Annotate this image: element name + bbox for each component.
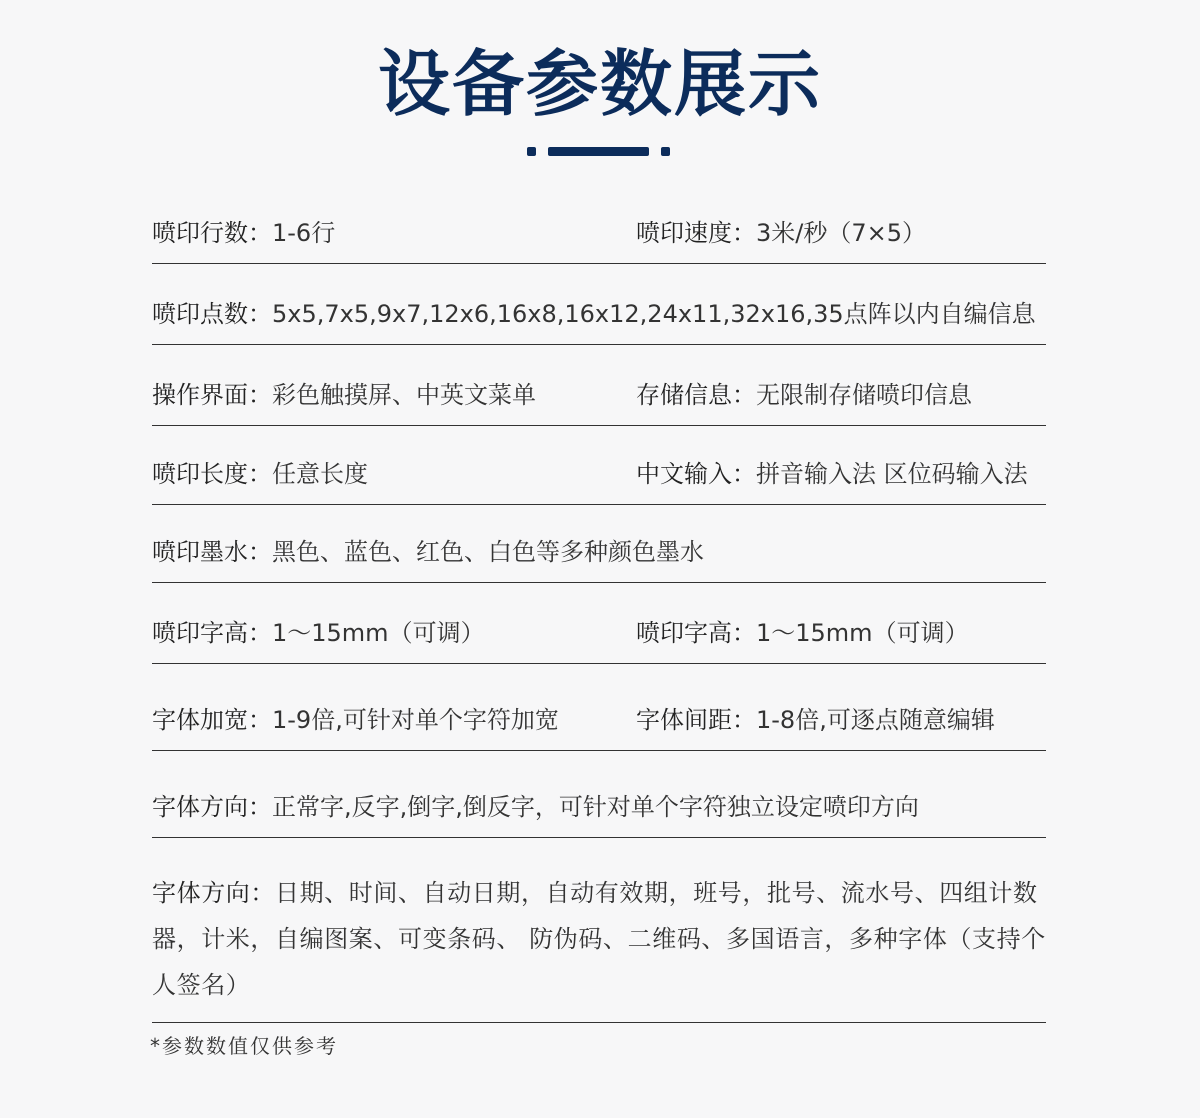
spec-row bbox=[152, 190, 1046, 264]
spec-label: 字体加宽： bbox=[152, 706, 272, 734]
spec-label: 字体方向： bbox=[152, 879, 275, 907]
spec-value: 1-8倍,可逐点随意编辑 bbox=[756, 706, 995, 734]
spec-item bbox=[152, 617, 485, 649]
spec-item bbox=[152, 217, 335, 249]
spec-label: 喷印字高： bbox=[636, 619, 756, 647]
spec-item bbox=[152, 458, 368, 490]
spec-label: 喷印点数： bbox=[152, 300, 272, 328]
spec-row-multiline bbox=[152, 838, 1046, 1023]
spec-item bbox=[636, 704, 995, 736]
spec-row bbox=[152, 426, 1046, 505]
spec-value: 黑色、蓝色、红色、白色等多种颜色墨水 bbox=[272, 538, 704, 566]
spec-row bbox=[152, 583, 1046, 664]
spec-item bbox=[152, 870, 1046, 1008]
spec-value: 1～15mm（可调） bbox=[272, 619, 485, 647]
spec-row bbox=[152, 345, 1046, 426]
spec-label: 喷印字高： bbox=[152, 619, 272, 647]
spec-item bbox=[636, 379, 972, 411]
spec-row bbox=[152, 505, 1046, 583]
spec-value: 正常字,反字,倒字,倒反字，可针对单个字符独立设定喷印方向 bbox=[272, 793, 919, 821]
spec-item bbox=[152, 536, 704, 568]
spec-item bbox=[152, 791, 919, 823]
page-title: 设备参数展示 bbox=[377, 42, 822, 126]
spec-table bbox=[152, 190, 1046, 1023]
spec-row bbox=[152, 664, 1046, 751]
spec-value: 5x5,7x5,9x7,12x6,16x8,16x12,24x11,32x16,35点阵以内自编信息 bbox=[272, 300, 1036, 328]
spec-item bbox=[152, 298, 1036, 330]
spec-label: 喷印墨水： bbox=[152, 538, 272, 566]
spec-value: 1-9倍,可针对单个字符加宽 bbox=[272, 706, 559, 734]
spec-value: 无限制存储喷印信息 bbox=[756, 381, 972, 409]
spec-value: 3米/秒（7×5） bbox=[756, 219, 927, 247]
spec-value: 拼音输入法 区位码输入法 bbox=[756, 460, 1028, 488]
divider-bar bbox=[548, 147, 649, 156]
spec-label: 字体间距： bbox=[636, 706, 756, 734]
spec-item bbox=[636, 617, 969, 649]
spec-row bbox=[152, 751, 1046, 838]
spec-value: 任意长度 bbox=[272, 460, 368, 488]
spec-item bbox=[636, 458, 1028, 490]
divider-dot-left bbox=[527, 147, 536, 156]
spec-value: 彩色触摸屏、中英文菜单 bbox=[272, 381, 536, 409]
spec-label: 喷印行数： bbox=[152, 219, 272, 247]
spec-label: 喷印速度： bbox=[636, 219, 756, 247]
spec-label: 存储信息： bbox=[636, 381, 756, 409]
spec-label: 喷印长度： bbox=[152, 460, 272, 488]
spec-item bbox=[636, 217, 926, 249]
spec-label: 中文输入： bbox=[636, 460, 756, 488]
title-divider bbox=[0, 147, 1200, 157]
spec-item bbox=[152, 379, 536, 411]
divider-dot-right bbox=[661, 147, 670, 156]
spec-value: 1-6行 bbox=[272, 219, 336, 247]
spec-value: 日期、时间、自动日期，自动有效期，班号，批号、流水号、四组计数器，计米，自编图案、可变条码、 防伪码、二维码、多国语言，多种字体（支持个人签名） bbox=[152, 879, 1046, 999]
footnote: *参数数值仅供参考 bbox=[150, 1034, 338, 1058]
spec-row bbox=[152, 264, 1046, 345]
spec-label: 字体方向： bbox=[152, 793, 272, 821]
spec-value: 1～15mm（可调） bbox=[756, 619, 969, 647]
spec-item bbox=[152, 704, 559, 736]
spec-label: 操作界面： bbox=[152, 381, 272, 409]
